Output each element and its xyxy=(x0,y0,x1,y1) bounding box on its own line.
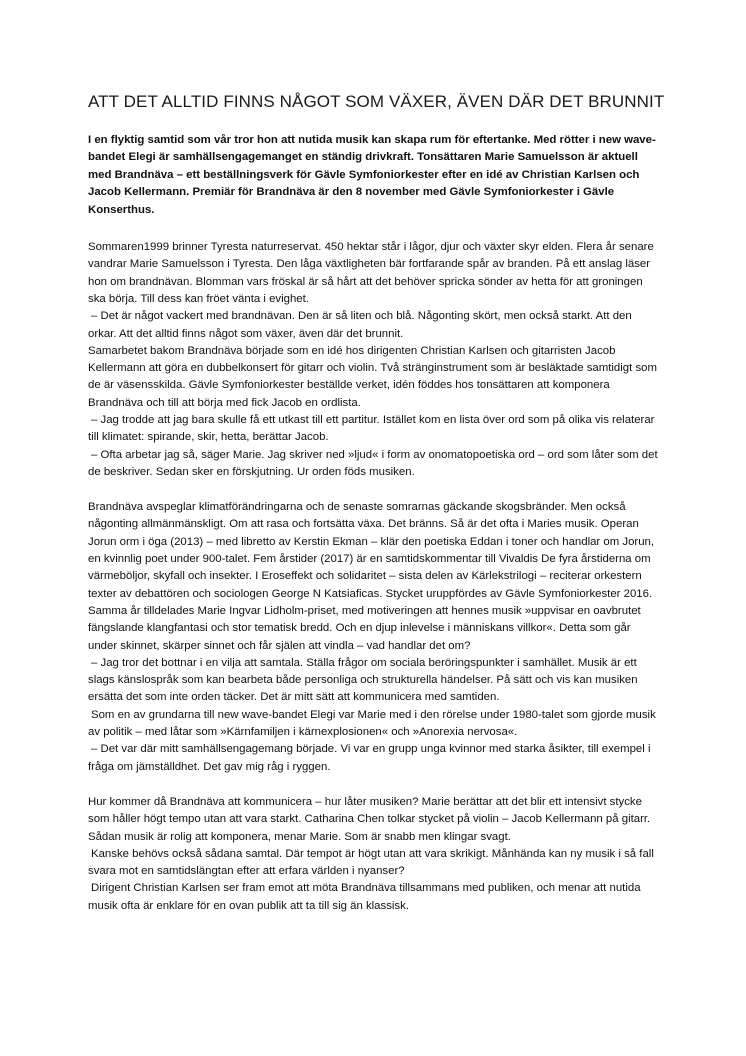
quote-paragraph: – Det var där mitt samhällsengagemang började. Vi var en grupp unga kvinnor med starka åsikter, till exempel i fråga om jämställdhet. Det gav mig råg i ryggen. xyxy=(88,743,651,773)
text-section-1 xyxy=(88,239,660,481)
paragraph: Samarbetet bakom Brandnäva började som en idé hos dirigenten Christian Karlsen och gitarristen Jacob Kellermann att göra en dubbelkonsert för gitarr och violin. Två stränginstrument som är besläktade samtidigt som de är väsensskilda. Gävle Symfoniorkester beställde verket, idén föddes hos tonsättaren att komponera Brandnäva och till att börja med fick Jacob en ordlista. xyxy=(88,344,657,409)
article-lead: I en flyktig samtid som vår tror hon att nutida musik kan skapa rum för eftertanke. Med rötter i new wave-bandet Elegi är samhällsengagemanget en ständig drivkraft. Tonsättaren Marie Samuelsson är aktuell med Brandnäva – ett beställningsverk för Gävle Symfoniorkester efter en idé av Christian Karlsen och Jacob Kellermann. Premiär för Brandnäva är den 8 november med Gävle Symfoniorkester i Gävle Konserthus. xyxy=(88,134,656,216)
quote-paragraph: – Jag tror det bottnar i en vilja att samtala. Ställa frågor om sociala beröringspunkter i samhället. Musik är ett slags känslospråk som kan bearbeta både personliga och strukturella händelser. På sätt och vis kan musiken ersätta det som inte orden täcker. Det är mitt sätt att kommunicera med samtiden. xyxy=(88,656,638,704)
paragraph: Sommaren1999 brinner Tyresta naturreservat. 450 hektar står i lågor, djur och växter skyr elden. Flera år senare vandrar Marie Samuelsson i Tyresta. Den låga växtligheten bär fortfarande spår av branden. På ett anslag läser hon om brandnävan. Blomman vars fröskal är så hårt att det behöver spricka sönder av hetta för att groningen ska börja. Till dess kan fröet vänta i evighet. xyxy=(88,241,654,305)
paragraph: Kanske behövs också sådana samtal. Där tempot är högt utan att vara skrikigt. Månhända kan ny musik i så fall svara mot en samtidslängtan efter att erfara världen i nyanser? xyxy=(88,847,654,878)
paragraph: Som en av grundarna till new wave-bandet Elegi var Marie med i den rörelse under 1980-talet som gjorde musik av politik – med låtar som »Kärnfamiljen i kärnexplosionen« och »Anorexia nervosa«. xyxy=(88,708,656,739)
quote-paragraph: – Jag trodde att jag bara skulle få ett utkast till ett partitur. Istället kom en lista över ord som på olika vis relaterar till klimatet: spirande, skir, hetta, berättar Jacob. xyxy=(88,414,655,444)
paragraph: Dirigent Christian Karlsen ser fram emot att möta Brandnäva tillsammans med publiken, och menar att nutida musik ofta är enklare för en ovan publik att ta till sig än klassisk. xyxy=(88,882,641,912)
quote-paragraph: – Ofta arbetar jag så, säger Marie. Jag skriver ned »ljud« i form av onomatopoetiska ord – ord som låter som det de beskriver. Sedan sker en förskjutning. Ur orden föds musiken. xyxy=(88,448,658,478)
document-page xyxy=(88,92,665,933)
quote-paragraph: – Det är något vackert med brandnävan. Den är så liten och blå. Någonting skört, men också starkt. Att den orkar. Att det alltid finns något som växer, även där det brunnit. xyxy=(88,310,632,340)
text-section-2 xyxy=(88,499,660,776)
paragraph: Hur kommer då Brandnäva att kommunicera – hur låter musiken? Marie berättar att det blir ett intensivt stycke som håller högt tempo utan att vara starkt. Catharina Chen tolkar stycket på violin – Jacob Kellermann på gitarr. Sådan musik är rolig att komponera, menar Marie. Som är snabb men klingar svagt. xyxy=(88,795,651,843)
article-title: ATT DET ALLTID FINNS NÅGOT SOM VÄXER, ÄVEN DÄR DET BRUNNIT xyxy=(88,92,665,111)
paragraph: Brandnäva avspeglar klimatförändringarna och de senaste somrarnas gäckande skogsbränder. Men också någonting allmänmänskligt. Om att rasa och fortsätta växa. Det bränns. Så är det ofta i Maries musik. Operan Jorun orm i öga (2013) – med libretto av Kerstin Ekman – klär den poetiska Eddan i toner och handlar om Jorun, en kvinnlig poet under 900-talet. Fem årstider (2017) är en samtidskommentar till Vivaldis De fyra årstiderna om värmeböljor, skyfall och insekter. I Eroseffekt och solidaritet – sista delen av Kärlekstrilogi – reciterar orkestern texter av debattören och sociologen George N Katsiaficas. Stycket uruppfördes av Gävle Symfoniorkester 2016. Samma år tilldelades Marie Ingvar Lidholm-priset, med motiveringen att hennes musik »uppvisar en oavbrutet fängslande klangfantasi och stor tematisk bredd. Och en djup inlevelse i människans villkor«. Detta som går under skinnet, skärper sinnet och får själen att vindla – vad handlar det om? xyxy=(88,501,655,652)
text-section-3 xyxy=(88,794,660,915)
